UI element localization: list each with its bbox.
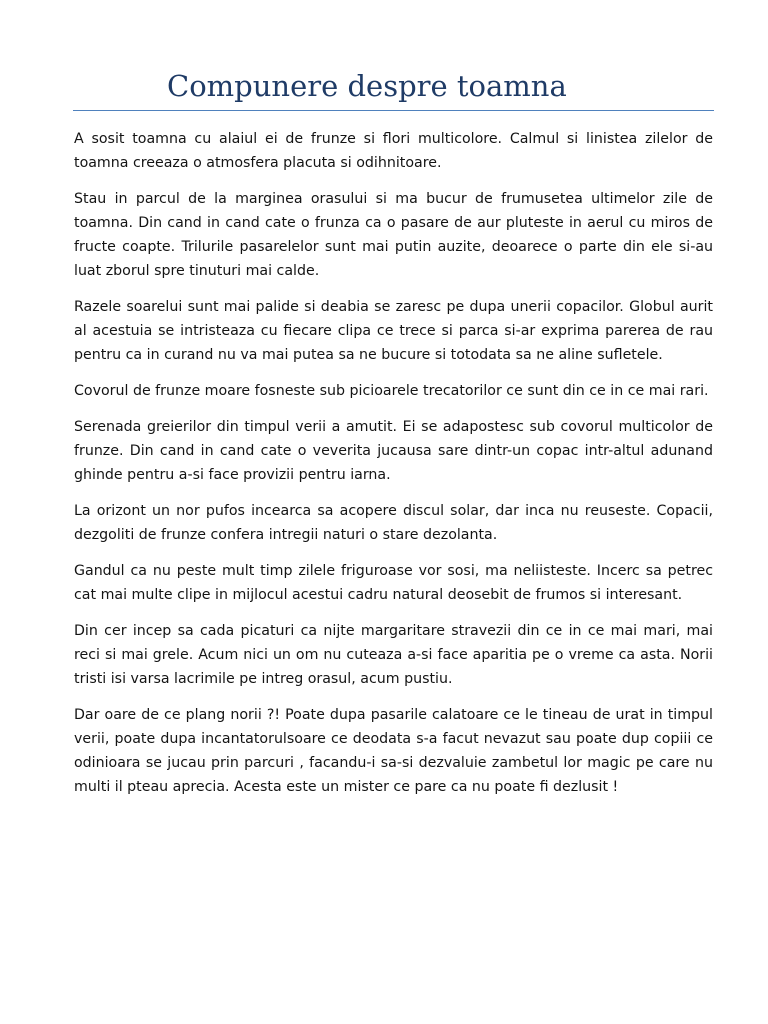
paragraph: Stau in parcul de la marginea orasului si ma bucur de frumusetea ultimelor zile de toamna. Din cand in cand cate o frunza ca o pasare de aur pluteste in aerul cu miros de fructe coapte. Trilurile pasarelelor sunt mai putin auzite, deoarece o parte din ele si-au luat zborul spre tinuturi mai calde. xyxy=(74,191,713,279)
title-divider xyxy=(73,110,714,111)
paragraph: Dar oare de ce plang norii ?! Poate dupa pasarile calatoare ce le tineau de urat in timpul verii, poate dupa incantatorulsoare ce deodata s-a facut nevazut sau poate dup copiii ce odinioara se jucau prin parcuri , facandu-i sa-si dezvaluie zambetul lor magic pe care nu multi il pteau aprecia. Acesta este un mister ce pare ca nu poate fi dezlusit ! xyxy=(74,707,713,795)
paragraph: Covorul de frunze moare fosneste sub picioarele trecatorilor ce sunt din ce in ce mai rari. xyxy=(74,383,709,399)
paragraph: La orizont un nor pufos incearca sa acopere discul solar, dar inca nu reuseste. Copacii, dezgoliti de frunze confera intregii naturi o stare dezolanta. xyxy=(74,503,713,543)
document-title: Compunere despre toamna xyxy=(167,69,567,103)
paragraph: Gandul ca nu peste mult timp zilele friguroase vor sosi, ma neliisteste. Incerc sa petrec cat mai multe clipe in mijlocul acestui cadru natural deosebit de frumos si interesant. xyxy=(74,563,713,603)
paragraph: A sosit toamna cu alaiul ei de frunze si flori multicolore. Calmul si linistea zilelor de toamna creeaza o atmosfera placuta si odihnitoare. xyxy=(74,131,713,171)
paragraph: Serenada greierilor din timpul verii a amutit. Ei se adapostesc sub covorul multicolor de frunze. Din cand in cand cate o veverita jucausa sare dintr-un copac intr-altul adunand ghinde pentru a-si face provizii pentru iarna. xyxy=(74,419,713,483)
paragraph: Din cer incep sa cada picaturi ca nijte margaritare stravezii din ce in ce mai mari, mai reci si mai grele. Acum nici un om nu cuteaza a-si face aparitia pe o vreme ca asta. Norii tristi isi varsa lacrimile pe intreg orasul, acum pustiu. xyxy=(74,623,713,687)
paragraph: Razele soarelui sunt mai palide si deabia se zaresc pe dupa unerii copacilor. Globul aurit al acestuia se intristeaza cu fiecare clipa ce trece si parca si-ar exprima parerea de rau pentru ca in curand nu va mai putea sa ne bucure si totodata sa ne aline sufletele. xyxy=(74,299,713,363)
document-body xyxy=(74,127,713,811)
